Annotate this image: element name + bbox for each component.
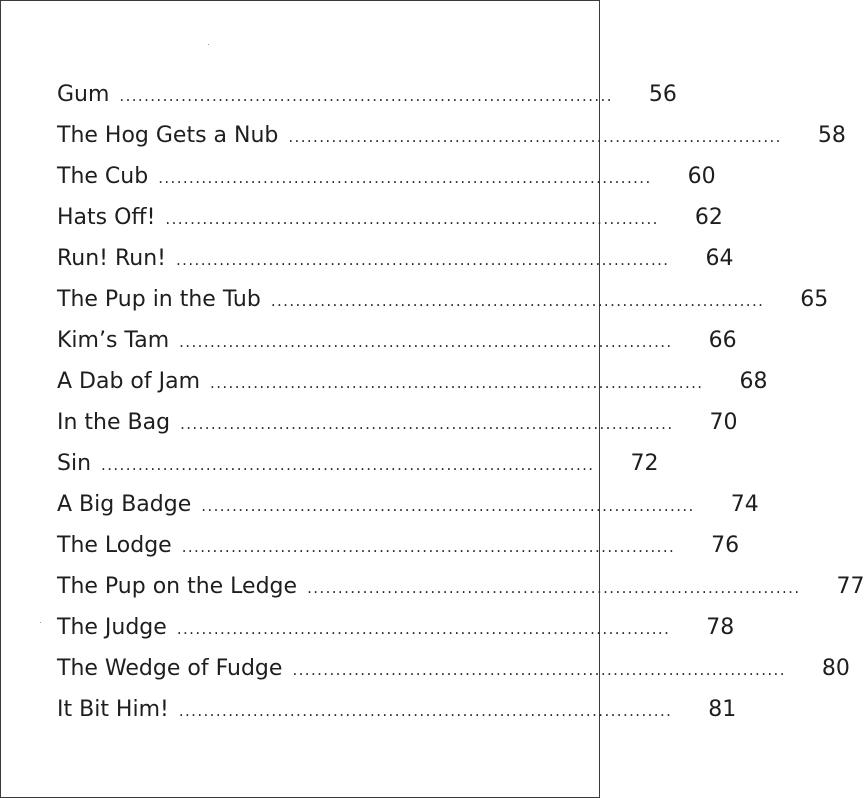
toc-entry-title: The Lodge: [57, 533, 172, 558]
toc-entry: [57, 443, 659, 484]
toc-entry-page-number: 68: [739, 369, 768, 394]
toc-entry: [57, 197, 723, 238]
toc-entry-title: A Big Badge: [57, 492, 192, 517]
dot-leader: ................................................................................: [201, 497, 695, 515]
toc-entry: [57, 525, 740, 566]
toc-entry-title: The Pup on the Ledge: [57, 574, 298, 599]
toc-entry-page-number: 80: [821, 656, 850, 681]
dot-leader: ................................................................................: [178, 702, 673, 720]
paper-speck: [40, 622, 41, 623]
dot-leader: ................................................................................: [270, 292, 765, 310]
toc-entry: [57, 238, 734, 279]
dot-leader: ................................................................................: [101, 456, 595, 474]
table-of-contents: [57, 74, 865, 730]
toc-entry-title: Run! Run!: [57, 246, 167, 271]
toc-entry-page-number: 72: [630, 451, 659, 476]
toc-entry-page-number: 77: [836, 574, 865, 599]
toc-entry-page-number: 78: [706, 615, 735, 640]
dot-leader: ................................................................................: [288, 128, 782, 146]
toc-entry: [57, 484, 759, 525]
toc-entry: [57, 607, 735, 648]
dot-leader: ................................................................................: [165, 210, 659, 228]
dot-leader: ................................................................................: [307, 579, 801, 597]
toc-entry-page-number: 56: [648, 82, 677, 107]
toc-entry-page-number: 65: [800, 287, 829, 312]
toc-entry-title: The Pup in the Tub: [57, 287, 261, 312]
toc-entry-page-number: 76: [711, 533, 740, 558]
toc-entry-title: The Cub: [57, 164, 149, 189]
toc-entry-title: Gum: [57, 82, 110, 107]
dot-leader: ................................................................................: [292, 661, 786, 679]
dot-leader: ................................................................................: [210, 374, 704, 392]
toc-entry-title: The Wedge of Fudge: [57, 656, 283, 681]
toc-entry: [57, 115, 846, 156]
toc-entry-title: Sin: [57, 451, 92, 476]
toc-entry-page-number: 60: [687, 164, 716, 189]
toc-entry: [57, 279, 829, 320]
dot-leader: ................................................................................: [176, 620, 671, 638]
toc-entry-page-number: 66: [708, 328, 737, 353]
toc-entry-title: Kim’s Tam: [57, 328, 170, 353]
toc-entry-page-number: 74: [730, 492, 759, 517]
toc-entry-title: The Judge: [57, 615, 167, 640]
toc-entry-page-number: 62: [694, 205, 723, 230]
dot-leader: ................................................................................: [176, 251, 670, 269]
toc-entry-title: The Hog Gets a Nub: [57, 123, 279, 148]
dot-leader: ................................................................................: [158, 169, 652, 187]
toc-entry-title: In the Bag: [57, 410, 171, 435]
toc-entry: [57, 689, 737, 730]
toc-entry-title: A Dab of Jam: [57, 369, 201, 394]
dot-leader: ................................................................................: [179, 333, 673, 351]
dot-leader: ................................................................................: [119, 87, 613, 105]
paper-speck: [208, 44, 209, 45]
toc-entry-page-number: 64: [705, 246, 734, 271]
toc-entry: [57, 402, 738, 443]
toc-entry-page-number: 81: [708, 697, 737, 722]
toc-entry-page-number: 70: [709, 410, 738, 435]
toc-entry: [57, 320, 737, 361]
toc-entry-title: It Bit Him!: [57, 697, 169, 722]
toc-entry-page-number: 58: [817, 123, 846, 148]
toc-entry-title: Hats Off!: [57, 205, 156, 230]
toc-entry: [57, 74, 677, 115]
dot-leader: ................................................................................: [181, 538, 676, 556]
dot-leader: ................................................................................: [180, 415, 674, 433]
toc-entry: [57, 648, 850, 689]
toc-entry: [57, 566, 865, 607]
toc-entry: [57, 156, 716, 197]
toc-entry: [57, 361, 768, 402]
